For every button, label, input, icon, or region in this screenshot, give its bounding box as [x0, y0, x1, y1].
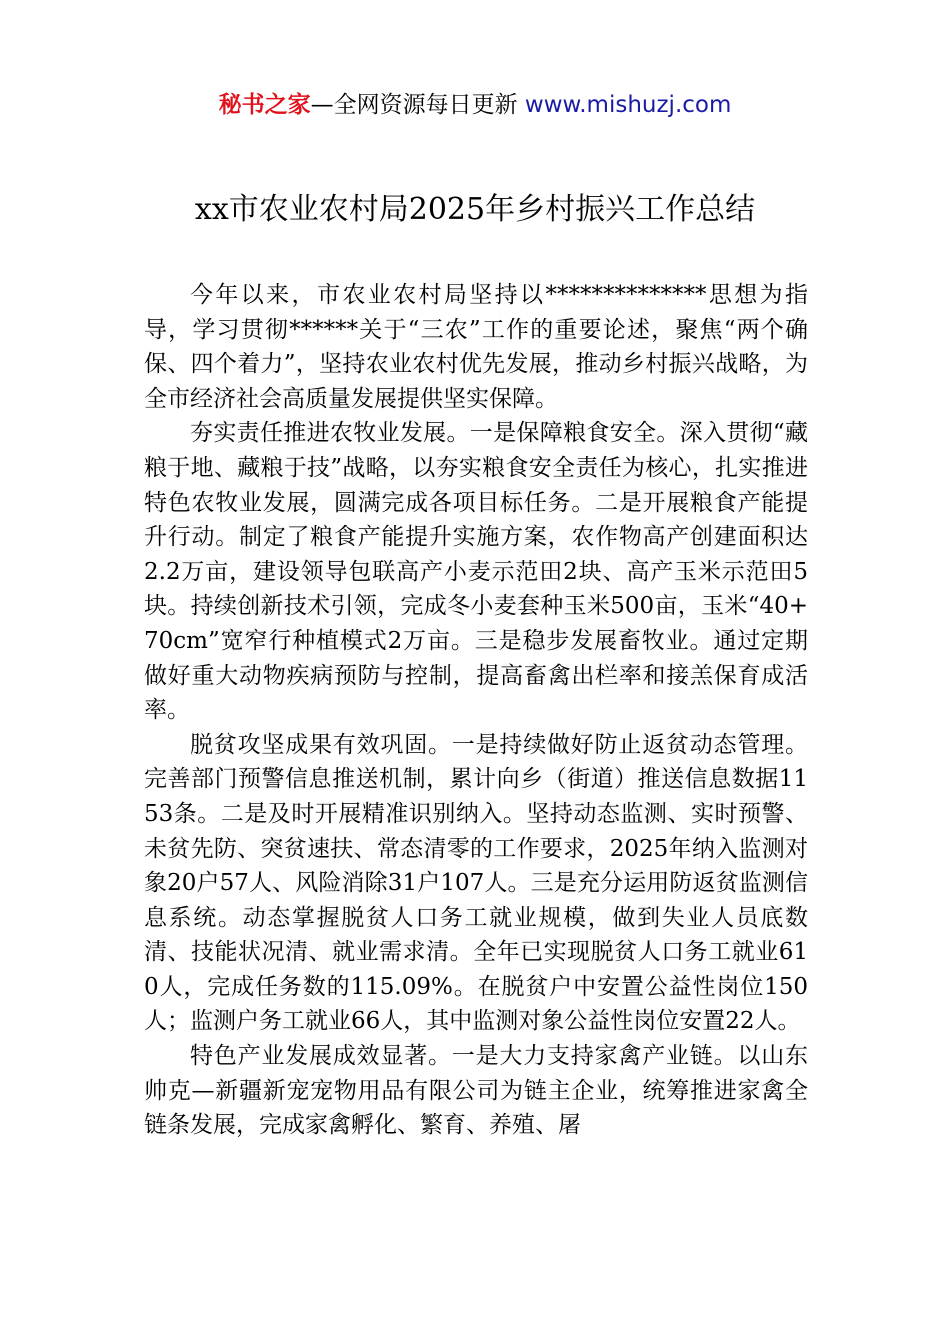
paragraph-industry: 特色产业发展成效显著。一是大力支持家禽产业链。以山东帅克—新疆新宠宠物用品有限公司为链主企业，统筹推进家禽全链条发展，完成家禽孵化、繁育、养殖、屠	[144, 1043, 808, 1139]
document-title: xx市农业农村局2025年乡村振兴工作总结	[194, 192, 756, 227]
paragraph-poverty: 脱贫攻坚成果有效巩固。一是持续做好防止返贫动态管理。完善部门预警信息推送机制，累计向乡（街道）推送信息数据1153条。二是及时开展精准识别纳入。坚持动态监测、实时预警、未贫先防、突贫速扶、常态清零的工作要求，2025年纳入监测对象20户57人、风险消除31户107人。三是充分运用防返贫监测信息系统。动态掌握脱贫人口务工就业规模，做到失业人员底数清、技能状况清、就业需求清。全年已实现脱贫人口务工就业610人，完成任务数的115.09%。在脱贫户中安置公益性岗位150人；监测户务工就业66人，其中监测对象公益性岗位安置22人。	[144, 731, 808, 1035]
site-url-link[interactable]: www.mishuzj.com	[524, 92, 732, 118]
paragraph-intro: 今年以来，市农业农村局坚持以**************思想为指导，学习贯彻******关于“三农”工作的重要论述，聚焦“两个确保、四个着力”，坚持农业农村优先发展，推动乡村振兴战略，为全市经济社会高质量发展提供坚实保障。	[144, 282, 808, 412]
document-body	[144, 278, 808, 1143]
site-brand: 秘书之家	[218, 92, 311, 118]
paragraph-agriculture: 夯实责任推进农牧业发展。一是保障粮食安全。深入贯彻“藏粮于地、藏粮于技”战略，以夯实粮食安全责任为核心，扎实推进特色农牧业发展，圆满完成各项目标任务。二是开展粮食产能提升行动。制定了粮食产能提升实施方案，农作物高产创建面积达2.2万亩，建设领导包联高产小麦示范田2块、高产玉米示范田5块。持续创新技术引领，完成冬小麦套种玉米500亩，玉米“40+70cm”宽窄行种植模式2万亩。三是稳步发展畜牧业。通过定期做好重大动物疾病预防与控制，提高畜禽出栏率和接羔保育成活率。	[144, 420, 808, 724]
site-slogan: —全网资源每日更新	[310, 92, 525, 118]
site-header	[0, 88, 950, 122]
